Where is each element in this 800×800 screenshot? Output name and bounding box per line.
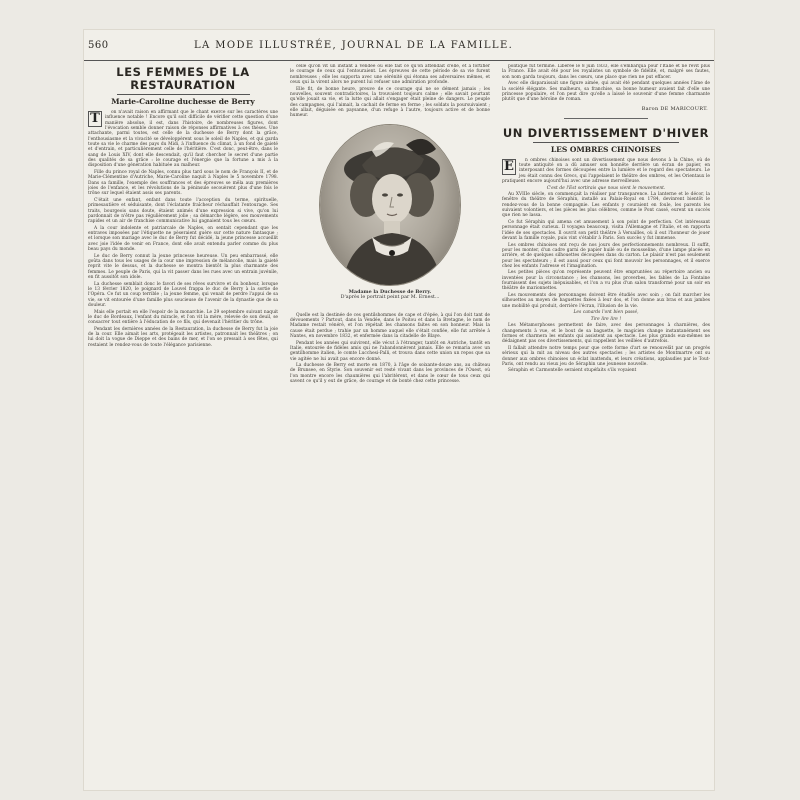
article-title-women: LES FEMMES DE LA RESTAURATION — [116, 65, 250, 92]
column-middle — [290, 64, 490, 780]
song-line: Les canards l'ont bien passé, — [573, 310, 639, 316]
portrait-engraving — [320, 125, 460, 285]
portrait-figure — [290, 121, 490, 309]
portrait-caption-sub: D'après le portrait peint par M. Ernest... — [340, 294, 440, 300]
paragraph: Quelle est la destinée de ces gentilshommes de cape et d'épée, à qui l'on doit tant de dévouements ? Partout, dans la Vendée, dans le Poitou et dans la Bretagne, le nom de Madame restait vénéré, et l'on répétait les chansons faites en son honneur. Mais la cause était perdue ; trahie par un homme auquel elle s'était confiée, elle fut arrêtée à Nantes, en novembre 1832, et enfermée dans la citadelle de Blaye. — [290, 312, 490, 339]
paragraph: Au XVIIIe siècle, on commençait la réaliser par transparence. La lanterne et le décor, la fenêtre du théâtre de Séraphin, installé au Palais-Royal en 1784, devinrent bientôt le rendez-vous de la bonne compagnie. Les enfants y couraient en foule, les parents les suivaient volontiers, et les pièces les plus célèbres, comme le Pont cassé, eurent un succès que rien ne lassa. — [502, 192, 710, 219]
page-header — [84, 38, 714, 56]
article-body-right — [502, 158, 710, 374]
author-signature: Baron DE MARICOURT. — [641, 105, 708, 112]
paragraph: politique fut terminé. Libérée le 8 juin 1833, elle s'embarqua pour l'Italie et ne revit plus la France. Elle avait été pour les royalistes un symbole de fidélité, et, malgré ses fautes, son nom garda toujours, dans les cœurs, une place que rien ne put effacer. — [502, 64, 710, 80]
column-left — [88, 64, 278, 780]
paragraph: Les Métamorphoses permettent de faire, avec des personnages à charnières, des changements à vue, et le bout de sa baguette, le magicien change instantanément ses formes et charmera les enfants qui assistent au spectacle. Les plus grands eux-mêmes ne dédaignent pas ces divertissements, qui rappellent les veillées d'autrefois. — [502, 323, 710, 345]
header-rule — [84, 60, 714, 61]
column-right — [502, 64, 710, 780]
paragraph: Elle fit, de bonne heure, preuve de ce courage qui ne se dément jamais ; les nouvelles, souvent contradictoires, la trouvaient toujours calme ; elle savait pourtant qu'elle jouait sa vie, et la lutte qui allait s'engager était pleine de dangers. Le peuple des campagnes, qui l'aimait, la cachait de ferme en ferme ; les soldats la poursuivaient ; elle allait, déguisée en paysanne, d'un refuge à l'autre, toujours active et de bonne humeur. — [290, 86, 490, 119]
paragraph: Il fallait attendre notre temps pour que cette forme d'art se renouvelât par un progrès sérieux qui la mit au niveau des autres spectacles ; les artistes de Montmartre ont su donner aux ombres chinoises un éclat inattendu, et leurs créations, applaudies par le Tout-Paris, ont rendu au vieux jeu de Séraphin une jeunesse nouvelle. — [502, 345, 710, 367]
article-body-middle-bottom — [290, 313, 490, 385]
article-body-right-top — [502, 64, 710, 103]
portrait-caption-title: Madame la Duchesse de Berry. — [348, 288, 432, 295]
paragraph: Pendant les années qui suivirent, elle vécut à l'étranger, tantôt en Autriche, tantôt en Italie, entourée de fidèles amis qui ne l'abandonnèrent jamais. Elle se remaria avec un gentilhomme italien, le comte Lucchesi-Palli, et trouva dans cette union un repos que sa vie agitée ne lui avait pas encore donné. — [290, 340, 490, 362]
article-subtitle-berry: Marie-Caroline duchesse de Berry — [111, 97, 255, 106]
song-line: Tire lire lire ! — [590, 316, 622, 322]
paragraph: Avec elle disparaissait une figure aimée, qui avait été pendant quelques années l'âme de la société élégante. Ses malheurs, sa franchise, sa bonne humeur avaient fait d'elle une princesse populaire, et l'on peut dire qu'elle a laissé le souvenir d'une femme charmante plutôt que d'une héroïne de roman. — [502, 81, 710, 103]
article-body-left — [88, 110, 278, 348]
paragraph: Fille du prince royal de Naples, connu plus tard sous le nom de François II, et de Marie-Clémentine d'Autriche, Marie-Caroline naquit à Naples le 5 novembre 1798. Dans sa famille, l'exemple des souffrances et des épreuves se mêla aux premières joies de l'enfance, et les révolutions de la péninsule secouèrent plus d'une fois le trône sur lequel étaient assis ses parents. — [88, 169, 278, 197]
paragraph: n ombres chinoises sont un divertissement que nous devons à la Chine, où de toute antiquité on a dû amuser son honnête derrière un écran de papier, en interposant des formes découpées entre la lumière et le regard des spectateurs. Le jeu était connu des Grecs, qui l'appelaient le théâtre des ombres, et les Orientaux le pratiquent encore aujourd'hui avec une adresse merveilleuse. — [502, 157, 710, 184]
title-rule — [117, 94, 250, 95]
newspaper-page — [84, 30, 714, 790]
paragraph: Ce fut Séraphin qui amena cet amusement à son point de perfection. Cet intéressant personnage était curieux. Il voyagea beaucoup, visita l'Allemagne et l'Italie, et en rapporta l'idée de ses spectacles. Il ouvrit son petit théâtre à Versailles, où il eut l'honneur de jouer devant la famille royale, puis vint s'établir à Paris. Son succès y fut immense. — [502, 219, 710, 241]
article-title-divertissement: UN DIVERTISSEMENT D'HIVER — [502, 125, 710, 140]
page-number: 560 — [88, 40, 109, 51]
paragraph: Pendant les dernières années de la Restauration, la duchesse de Berry fut la joie de la cour. Elle aimait les arts, protégeait les artistes, patronnait les théâtres ; on lui doit la vogue de Dieppe et des bains de mer, et l'on se pressait à ses fêtes, qui restaient le rendez-vous de toute l'élégance parisienne. — [88, 326, 278, 348]
paragraph: Les petites pièces qu'on représente peuvent être empruntées au répertoire ancien ou inventées pour la circonstance ; les chansons, les proverbes, les fables de La Fontaine fournissent des sujets inépuisables, et l'on a vu plus d'un salon transformé pour un soir en théâtre de marionnettes. — [502, 270, 710, 292]
portrait-caption — [290, 289, 490, 301]
dropcap-letter: T — [88, 111, 102, 127]
paragraph: Les mouvements des personnages doivent être étudiés avec soin ; on fait marcher les silhouettes au moyen de baguettes fixées à leur dos, et l'on donne aux bras et aux jambes une mobilité qui produit, derrière l'écran, l'illusion de la vie. — [502, 292, 710, 309]
paragraph: celle qu'on vit un instant à Vendée où elle fait ce qu'on attendait d'elle, et à fortifier le courage de ceux qui l'entouraient. Les épreuves de cette période de sa vie furent nombreuses ; elle les supporta avec une sérénité qui étonna ses adversaires mêmes, et ceux qui la virent alors ne purent lui refuser une admiration profonde. — [290, 64, 490, 86]
article-separator — [564, 118, 647, 119]
paragraph: Mais elle portait en elle l'espoir de la monarchie. Le 29 septembre suivant naquit le duc de Bordeaux, l'enfant du miracle, et l'on vit la mère, relevée de son deuil, se consacrer tout entière à l'éducation de ce fils, qui devenait l'héritier du trône. — [88, 309, 278, 326]
paragraph: Les ombres chinoises ont reçu de nos jours des perfectionnements nombreux. Il suffit, pour les monter, d'un cadre garni de papier huilé ou de mousseline, d'une lampe placée en arrière, et de quelques silhouettes découpées dans du carton. Le plaisir n'est pas seulement pour les spectateurs ; il est aussi pour ceux qui font mouvoir les personnages, et il exerce chez les enfants l'adresse et l'imagination. — [502, 242, 710, 269]
running-title: LA MODE ILLUSTRÉE, JOURNAL DE LA FAMILLE. — [194, 40, 514, 51]
paragraph: Le duc de Berry connut la jeune princesse heureuse. Un peu embarrassé, elle goûta dans tous les usages de la cour une impression de mélancolie, mais la gaieté reprit vite le dessus, et la duchesse se montra bientôt la plus charmante des femmes. Le peuple de Paris, qui la vit passer dans les rues avec un entrain juvénile, en fit aussitôt son idole. — [88, 253, 278, 281]
paragraph: A la cour indolente et patriarcale de Naples, on sentait cependant que les entraves imposées par l'étiquette ne pèseraient guère sur cette nature fantasque ; et lorsque son mariage avec le duc de Berry fut décidé, la jeune princesse accueillit avec joie l'idée de venir en France, dont elle avait entendu parler comme du plus beau pays du monde. — [88, 225, 278, 253]
dropcap-letter: E — [502, 159, 516, 175]
paragraph: La duchesse semblait donc le favori de ses rêves survivre et du bonheur, lorsque le 13 février 1820, le poignard de Louvel frappa le duc de Berry à la sortie de l'Opéra. Ce fut un coup terrible ; la jeune femme, qui venait de perdre l'appui de sa vie, se vit entourée d'une famille plus soucieuse de l'avenir de la dynastie que de sa douleur. — [88, 281, 278, 308]
paragraph: on n'avait raison en affirmant que le chant exerce sur les caractères une influence notable ! Encore qu'il soit difficile de vérifier cette question d'une manière absolue, il est, dans l'histoire, de nombreuses figures, dont l'évocation semble donner raison de réponses affirmatives à ces thèses. Une attachante, parmi toutes, est celle de la duchesse de Berry dont la grâce, l'enthousiasme et la vivacité se développèrent sous le soleil de Naples, et qui garda toute sa vie le charme des pays du Midi, à l'influence du climat, à un fond de gaieté et d'entrain, et particulièrement celle de l'héritière. C'est donc, peut-être, dans le sang de Louis XIV, dont elle descendait, qu'il faut chercher le secret d'une partie des qualités de sa grâce : le courage et l'énergie que la fortune a mis à la disposition d'une génération habituée au malheur. — [88, 110, 278, 169]
article-subtitle-ombres: LES OMBRES CHINOISES — [550, 144, 662, 154]
paragraph: C'était une enfant, enfant dans toute l'acception du terme, spirituelle, primesautière et séduisante, dont l'éclatante fraîcheur réchauffait l'entourage. Ses traits, bourgeois sans doute, étaient animés d'une expression si vive, qu'on lui pardonnait de n'être pas régulièrement jolie ; sa démarche légère, ses mouvements rapides et un air de franchise communicative lui gagnaient tous les cœurs. — [88, 197, 278, 225]
paragraph: La duchesse de Berry est morte en 1870, à l'âge de soixante-douze ans, au château de Brunsee, en Styrie. Son souvenir est resté vivant dans les provinces de l'Ouest, où l'on montre encore les chaumières qui l'abritèrent, et dans le cœur de tous ceux qui savent ce qu'il y eut de grâce, de courage et de bonté chez cette princesse. — [290, 363, 490, 385]
title-rule — [533, 142, 679, 143]
paragraph: Séraphin et Carmontelle seraient stupéfaits s'ils voyaient — [508, 368, 637, 374]
intro-line: C'est de l'Est sortirais que nous vient le mouvement. — [546, 185, 666, 191]
portrait-illustration — [320, 125, 460, 285]
article-body-middle-top — [290, 64, 490, 119]
